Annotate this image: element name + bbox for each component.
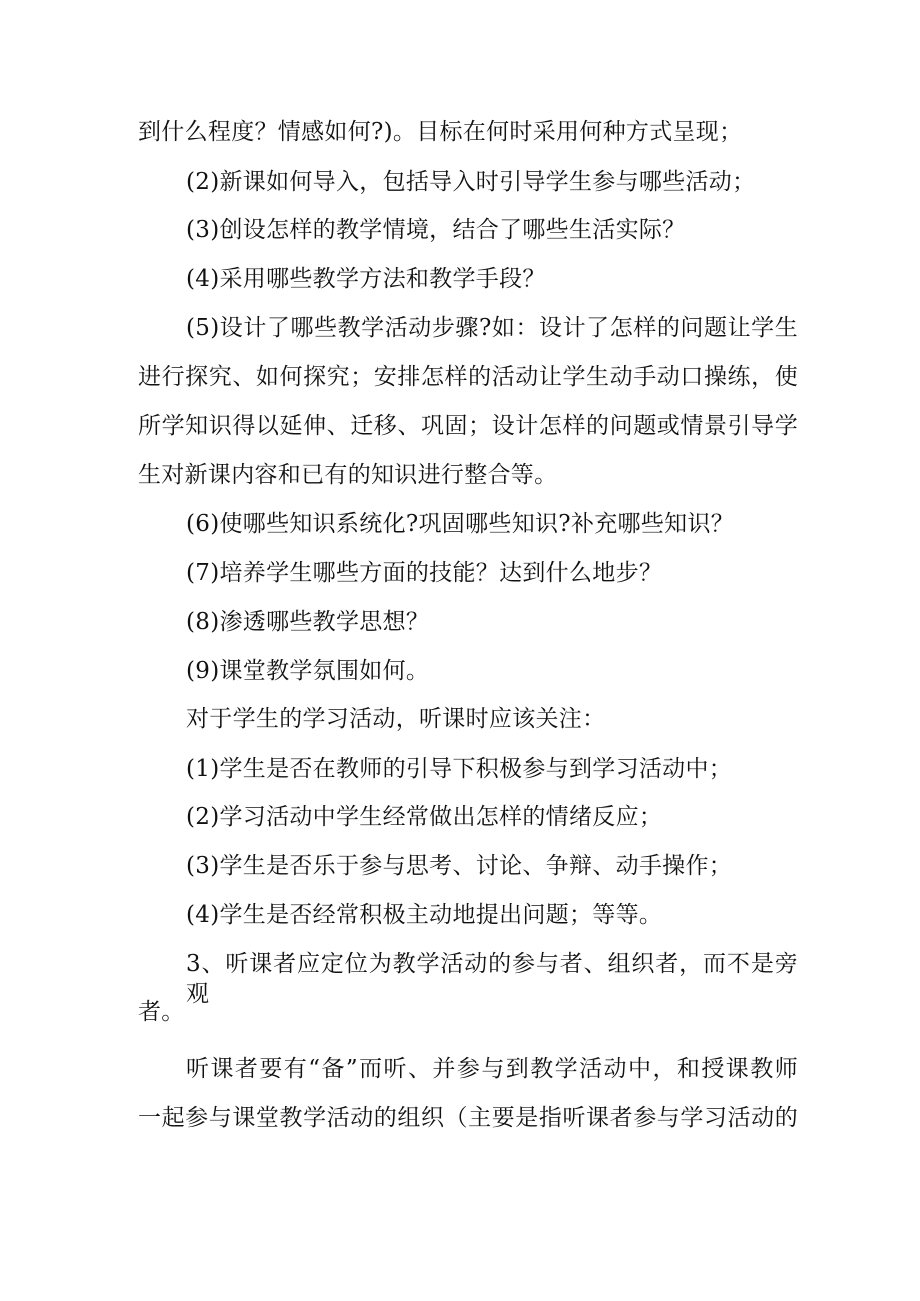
text-line: (3)学生是否乐于参与思考、讨论、争辩、动手操作；: [186, 853, 733, 879]
text-line: (7)培养学生哪些方面的技能？达到什么地步？: [186, 560, 663, 586]
text-line: 到什么程度？情感如何?)。目标在何时采用何种方式呈现；: [138, 119, 743, 145]
text-line: (9)课堂教学氛围如何。: [186, 658, 430, 684]
text-line: 3、听课者应定位为教学活动的参与者、组织者，而不是旁观: [186, 951, 798, 1007]
text-line: 者。: [138, 999, 185, 1025]
text-line: (1)学生是否在教师的引导下积极参与到学习活动中；: [186, 756, 733, 782]
text-line: 一起参与课堂教学活动的组织（主要是指听课者参与学习活动的: [138, 1105, 798, 1131]
text-line: 对于学生的学习活动，听课时应该关注：: [186, 706, 606, 732]
text-line: (6)使哪些知识系统化?巩固哪些知识?补充哪些知识？: [186, 511, 735, 537]
text-line: (5)设计了哪些教学活动步骤?如：设计了怎样的问题让学生: [186, 315, 798, 341]
text-line: 进行探究、如何探究；安排怎样的活动让学生动手动口操练，使: [138, 364, 798, 390]
text-line: (4)学生是否经常积极主动地提出问题；等等。: [186, 902, 663, 928]
text-line: 生对新课内容和已有的知识进行整合等。: [138, 462, 558, 488]
text-line: (3)创设怎样的教学情境，结合了哪些生活实际？: [186, 217, 686, 243]
text-line: (4)采用哪些教学方法和教学手段？: [186, 266, 546, 292]
text-line: (2)学习活动中学生经常做出怎样的情绪反应；: [186, 804, 663, 830]
text-line: 所学知识得以延伸、迁移、巩固；设计怎样的问题或情景引导学: [138, 413, 798, 439]
text-line: 听课者要有“备”而听、并参与到教学活动中，和授课教师: [186, 1056, 798, 1082]
text-line: (2)新课如何导入，包括导入时引导学生参与哪些活动；: [186, 169, 756, 195]
text-line: (8)渗透哪些教学思想？: [186, 609, 430, 635]
